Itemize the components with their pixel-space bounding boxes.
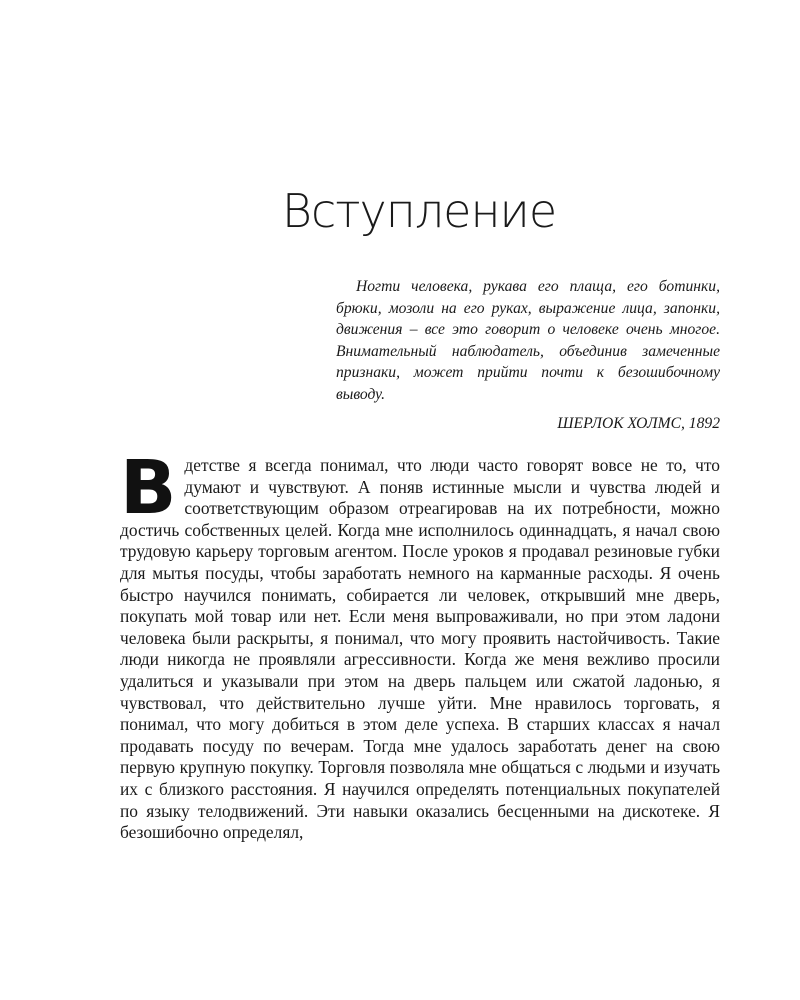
chapter-title: Вступление xyxy=(281,184,557,238)
body-paragraph-text: детстве я всегда понимал, что люди часто говорят вовсе не то, что думают и чувствуют. А поняв истинные мысли и чувства людей и соответствующим образом отреагировав на их потребности, можно достичь собственных целей. Когда мне исполнилось одиннадцать, я начал свою трудовую карьеру торговым агентом. После уроков я продавал резиновые губки для мытья посуды, чтобы заработать немного на карманные расходы. Я очень быстро научился понимать, собирается ли человек, открывший мне дверь, покупать мой товар или нет. Если меня выпроваживали, но при этом ладони человека были раскрыты, я понимал, что могу проявить настойчивость. Такие люди никогда не проявляли агрессивности. Когда же меня вежливо просили удалиться и указывали при этом на дверь пальцем или сжатой ладонью, я чувствовал, что действительно лучше уйти. Мне нравилось торговать, я понимал, что могу добиться в этом деле успеха. В старших классах я начал продавать посуду по вечерам. Тогда мне удалось заработать денег на свою первую крупную покупку. Торговля позволяла мне общаться с людьми и изучать их с близкого расстояния. Я научился определять потенциальных покупателей по языку телодвижений. Эти навыки оказались бесценными на дискотеке. Я безошибочно определял, xyxy=(120,455,720,843)
epigraph-source: ШЕРЛОК ХОЛМС, 1892 xyxy=(557,415,720,432)
epigraph-quote: Ногти человека, рукава его плаща, его ботинки, брюки, мозоли на его руках, выражение лица, запонки, движения – все это говорит о человеке очень многое. Внимательный наблюдатель, объединив замеченные признаки, может прийти почти к безошибочному выводу. xyxy=(336,278,720,403)
drop-cap-letter: В xyxy=(120,445,177,531)
body-paragraph xyxy=(120,445,720,844)
